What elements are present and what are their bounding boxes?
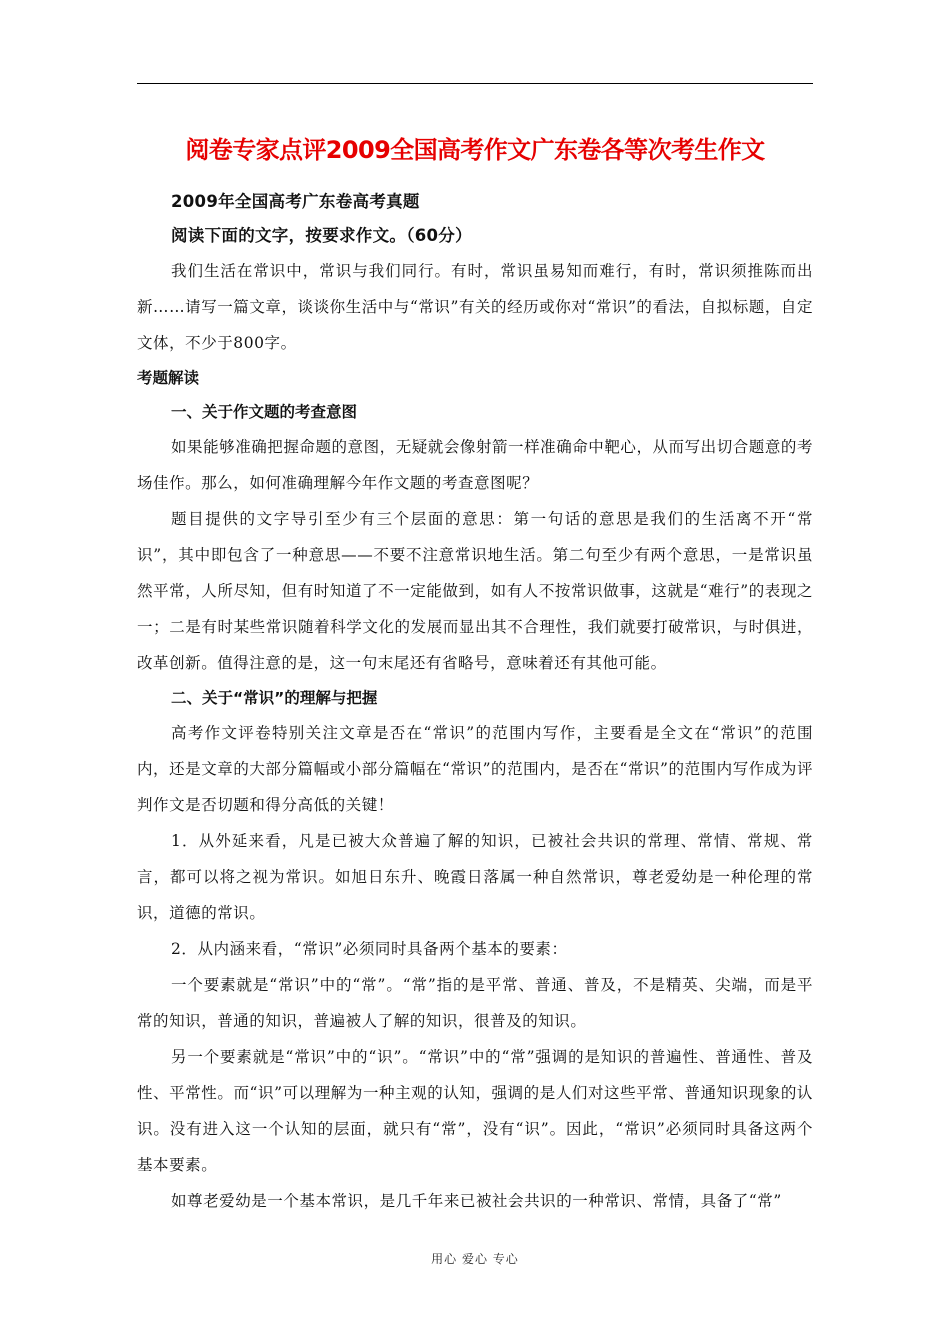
header-rule (137, 83, 813, 84)
page-title: 阅卷专家点评2009全国高考作文广东卷各等次考生作文 (185, 136, 765, 164)
section2-paragraph-1: 高考作文评卷特别关注文章是否在“常识”的范围内写作，主要看是全文在“常识”的范围内，还是文章的大部分篇幅或小部分篇幅在“常识”的范围内，是否在“常识”的范围内写作成为评判作文是否切题和得分高低的关键！ (137, 724, 813, 814)
section2-paragraph-6: 如尊老爱幼是一个基本常识，是几千年来已被社会共识的一种常识、常情，具备了“常” (171, 1192, 782, 1210)
instruction-subtitle: 阅读下面的文字，按要求作文。（60分） (171, 226, 472, 245)
exam-subtitle: 2009年全国高考广东卷高考真题 (171, 192, 420, 211)
prompt-paragraph: 我们生活在常识中，常识与我们同行。有时，常识虽易知而难行，有时，常识须推陈而出新……请写一篇文章，谈谈你生活中与“常识”有关的经历或你对“常识”的看法，自拟标题，自定文体，不少于800字。 (137, 262, 813, 352)
section2-paragraph-3: 2．从内涵来看，“常识”必须同时具备两个基本的要素： (171, 940, 568, 958)
section1-paragraph-2: 题目提供的文字导引至少有三个层面的意思：第一句话的意思是我们的生活离不开“常识”，其中即包含了一种意思——不要不注意常识地生活。第二句至少有两个意思，一是常识虽然平常，人所尽知，但有时知道了不一定能做到，如有人不按常识做事，这就是“难行”的表现之一；二是有时某些常识随着科学文化的发展而显出其不合理性，我们就要打破常识，与时俱进，改革创新。值得注意的是，这一句末尾还有省略号，意味着还有其他可能。 (137, 510, 813, 672)
section2-paragraph-2: 1．从外延来看，凡是已被大众普遍了解的知识，已被社会共识的常理、常情、常规、常言，都可以将之视为常识。如旭日东升、晚霞日落属一种自然常识，尊老爱幼是一种伦理的常识，道德的常识。 (137, 832, 813, 922)
section1-paragraph-1: 如果能够准确把握命题的意图，无疑就会像射箭一样准确命中靶心，从而写出切合题意的考场佳作。那么，如何准确理解今年作文题的考查意图呢？ (137, 438, 814, 492)
section2-paragraph-4: 一个要素就是“常识”中的“常”。“常”指的是平常、普通、普及，不是精英、尖端，而是平常的知识，普通的知识，普遍被人了解的知识，很普及的知识。 (137, 976, 813, 1030)
document-body (137, 181, 813, 1219)
section2-heading: 二、关于“常识”的理解与把握 (171, 689, 378, 707)
section2-paragraph-5: 另一个要素就是“常识”中的“识”。“常识”中的“常”强调的是知识的普遍性、普通性、普及性、平常性。而“识”可以理解为一种主观的认知，强调的是人们对这些平常、普通知识现象的认识。没有进入这一个认知的层面，就只有“常”，没有“识”。因此，“常识”必须同时具备这两个基本要素。 (137, 1048, 813, 1174)
page-footer: 用心 爱心 专心 (431, 1252, 519, 1266)
analysis-heading: 考题解读 (137, 369, 200, 387)
section1-heading: 一、关于作文题的考查意图 (171, 403, 358, 421)
